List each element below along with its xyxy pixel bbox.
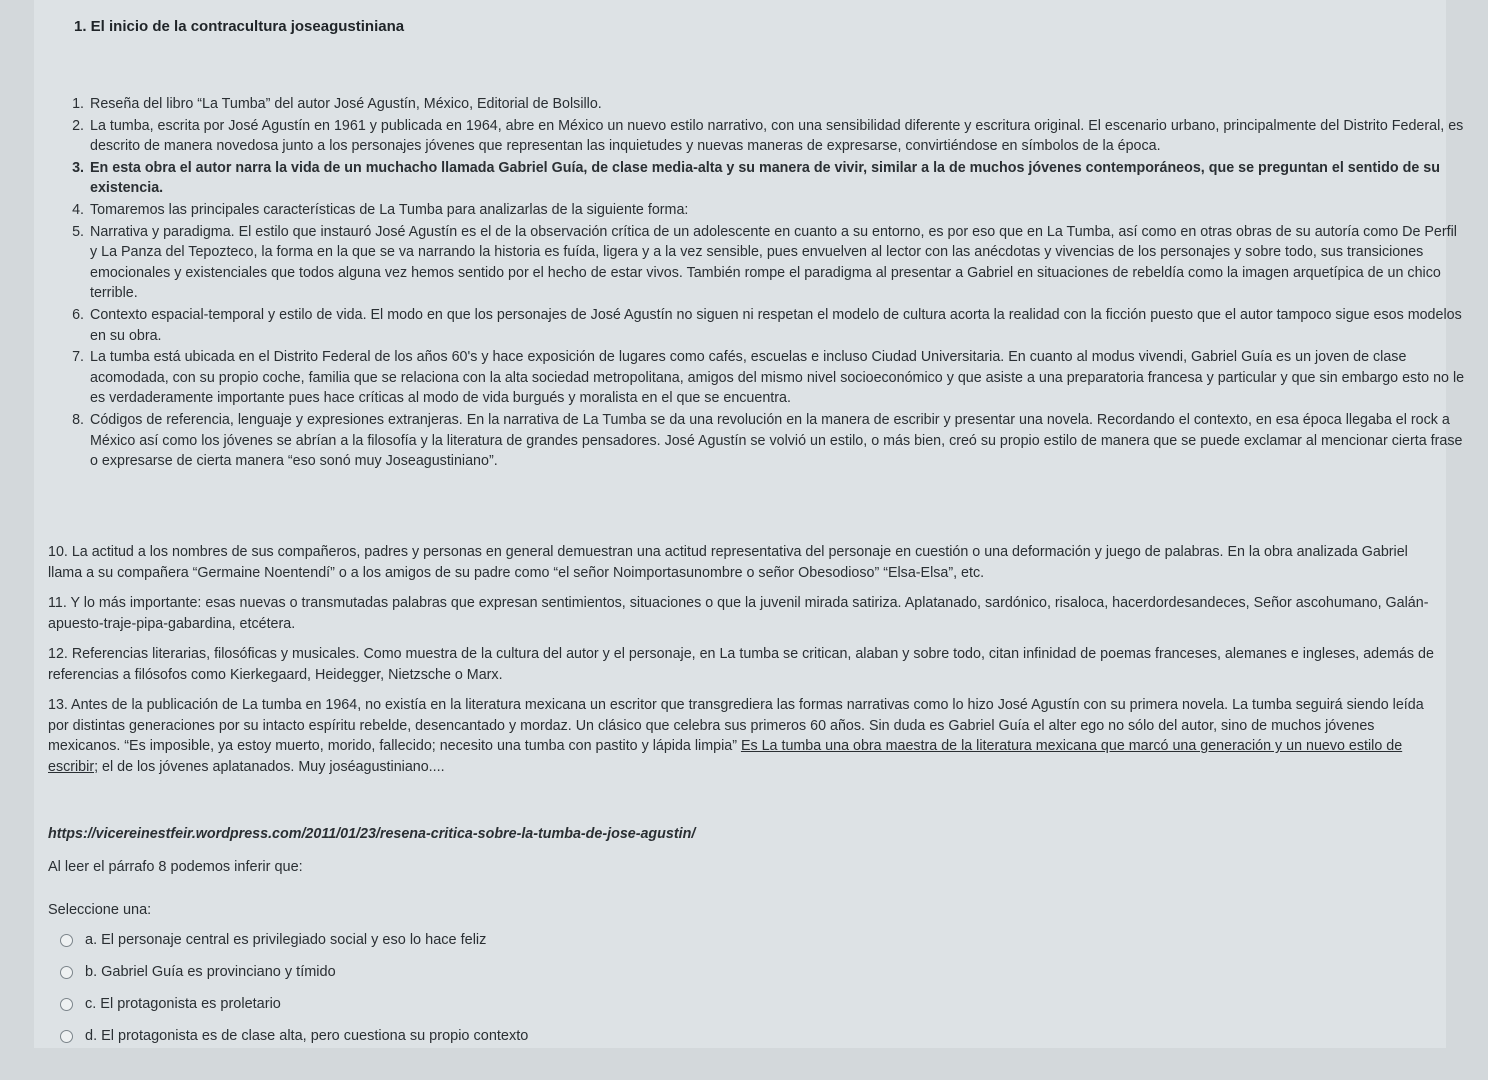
question-text: Al leer el párrafo 8 podemos inferir que: — [48, 859, 303, 875]
answer-options — [60, 924, 528, 1052]
select-prompt: Seleccione una: — [48, 902, 152, 918]
paragraph-13-text: 13. Antes de la publicación de La tumba en 1964, no existía en la literatura mexicana un escritor que transgrediera las formas narrativas como lo hizo José Agustín con su primera novela. La tumba seguirá siendo leída por distintas generaciones por su intacto espíritu rebelde, desencantado y mordaz. Un clásico que celebra sus primeros 60 años. Sin duda es Gabriel Guía el alter ego no sólo del autor, sino de muchos jóvenes mexicanos. “Es imposible, ya estoy muerto, morido, fallecido; necesito una tumba con pastito y lápida limpia” — [48, 697, 1424, 755]
option-a[interactable] — [60, 924, 528, 956]
option-b[interactable] — [60, 956, 528, 988]
option-c-label: c. El protagonista es proletario — [85, 996, 281, 1012]
question-card — [34, 0, 1465, 1048]
paragraph-13 — [48, 695, 1443, 777]
paragraph-1: 1. Reseña del libro “La Tumba” del autor José Agustín, México, Editorial de Bolsillo. — [88, 94, 1468, 115]
radio-icon[interactable] — [60, 1030, 73, 1043]
paragraph-3: 3. En esta obra el autor narra la vida de un muchacho llamada Gabriel Guía, de clase media-alta y su manera de vivir, similar a la de muchos jóvenes contemporáneos, que se preguntan el sentido de su existencia. — [88, 158, 1468, 199]
option-c[interactable] — [60, 988, 528, 1020]
paragraph-4: 4. Tomaremos las principales características de La Tumba para analizarlas de la siguiente forma: — [88, 200, 1468, 221]
option-d-label: d. El protagonista es de clase alta, pero cuestiona su propio contexto — [85, 1028, 529, 1044]
paragraph-13-underlined: Es La tumba una obra maestra de la literatura mexicana que marcó una generación y un nuevo estilo de escribir; — [48, 738, 1403, 775]
section-heading: 1. El inicio de la contracultura joseagustiniana — [74, 18, 405, 35]
option-a-label: a. El personaje central es privilegiado social y eso lo hace feliz — [85, 932, 487, 948]
option-b-label: b. Gabriel Guía es provinciano y tímido — [85, 964, 336, 980]
option-d[interactable] — [60, 1020, 528, 1052]
paragraph-5: 5. Narrativa y paradigma. El estilo que instauró José Agustín es el de la observación crítica de un adolescente en cuanto a su entorno, es por eso que en La Tumba, así como en otras obras de su autoría como De Perfil y La Panza del Tepozteco, la forma en la que se va narrando la historia es fuída, ligera y a la vez sensible, pues envuelven al lector con las anécdotas y vivencias de los personajes y sobre todo, sus transiciones emocionales y existenciales que todos alguna vez hemos sentido por el hecho de estar vivos. También rompe el paradigma al presentar a Gabriel en situaciones de rebeldía como la imagen arquetípica de un chico terrible. — [88, 222, 1468, 304]
paragraph-13-tail: el de los jóvenes aplatanados. Muy joséagustiniano.... — [98, 758, 445, 775]
paragraph-11: 11. Y lo más importante: esas nuevas o transmutadas palabras que expresan sentimientos, situaciones o que la juvenil mirada satiriza. Aplatanado, sardónico, risaloca, hacerdordesandeces, Señor ascohumano, Galán-apuesto-traje-pipa-gabardina, etcétera. — [48, 595, 1429, 632]
paragraph-10: 10. La actitud a los nombres de sus compañeros, padres y personas en general demuestran una actitud representativa del personaje en cuestión o una deformación y juego de palabras. En la obra analizada Gabriel llama a su compañera “Germaine Noentendí” o a los amigos de su padre como “el señor Noimportasunombre o señor Obesodioso” “Elsa-Elsa”, etc. — [48, 544, 1408, 581]
paragraph-12: 12. Referencias literarias, filosóficas y musicales. Como muestra de la cultura del autor y el personaje, en La tumba se critican, alaban y sobre todo, citan infinidad de poemas franceses, alemanes e ingleses, además de referencias a filósofos como Kierkegaard, Heidegger, Nietzsche o Marx. — [48, 646, 1434, 683]
paragraph-7: 7. La tumba está ubicada en el Distrito Federal de los años 60's y hace exposición de lugares como cafés, escuelas e incluso Ciudad Universitaria. En cuanto al modus vivendi, Gabriel Guía es un joven de clase acomodada, con su propio coche, familia que se relaciona con la alta sociedad metropolitana, amigos del mismo nivel socioeconómico y que asiste a una preparatoria francesa y particular y que sin embargo esto no le es verdaderamente importante pues hace críticas al modo de vida burgués y moralista en el que se encuentra. — [88, 347, 1468, 409]
radio-icon[interactable] — [60, 966, 73, 979]
paragraph-6: 6. Contexto espacial-temporal y estilo de vida. El modo en que los personajes de José Agustín no siguen ni respetan el modelo de cultura acorta la realidad con la ficción puesto que el autor tampoco sigue esos modelos en su obra. — [88, 305, 1468, 346]
review-paragraph-list — [70, 94, 1468, 473]
paragraph-2: 2. La tumba, escrita por José Agustín en 1961 y publicada en 1964, abre en México un nuevo estilo narrativo, con una sensibilidad diferente y escritura original. El escenario urbano, principalmente del Distrito Federal, es descrito de manera novedosa junto a los personajes jóvenes que representan las inquietudes y nuevas maneras de expresarse, convirtiéndose en símbolos de la época. — [88, 116, 1468, 157]
source-url: https://vicereinestfeir.wordpress.com/2011/01/23/resena-critica-sobre-la-tumba-de-jose-agustin/ — [48, 826, 696, 842]
radio-icon[interactable] — [60, 998, 73, 1011]
paragraph-8: 8. Códigos de referencia, lenguaje y expresiones extranjeras. En la narrativa de La Tumba se da una revolución en la manera de escribir y presentar una novela. Recordando el contexto, en esa época llegaba el rock a México así como los jóvenes se abrían a la filosofía y la literatura de grandes pensadores. José Agustín se volvió un estilo, o más bien, creó su propio estilo de manera que se puede exclamar al mencionar cierta frase o expresarse de cierta manera “eso sonó muy Joseagustiniano”. — [88, 410, 1468, 472]
radio-icon[interactable] — [60, 934, 73, 947]
